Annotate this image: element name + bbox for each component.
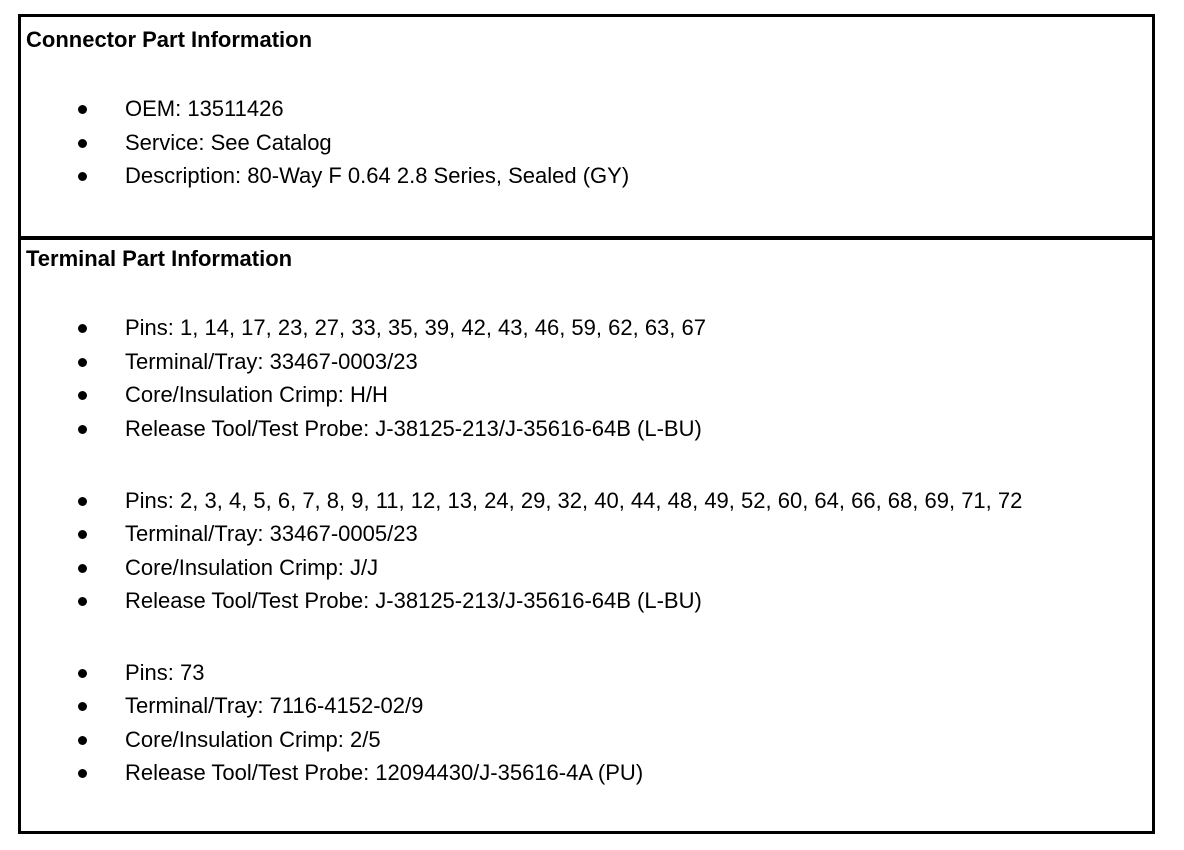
crimp-text: Core/Insulation Crimp: 2/5: [125, 727, 381, 752]
pins-text: Pins: 1, 14, 17, 23, 27, 33, 35, 39, 42, 43, 46, 59, 62, 63, 67: [125, 315, 706, 340]
description-text: Description: 80-Way F 0.64 2.8 Series, Sealed (GY): [125, 163, 630, 188]
release-tool-text: Release Tool/Test Probe: J-38125-213/J-35616-64B (L-BU): [125, 588, 702, 613]
bullet-icon: [78, 324, 87, 333]
bullet-icon: [78, 597, 87, 606]
pins-text: Pins: 2, 3, 4, 5, 6, 7, 8, 9, 11, 12, 13, 24, 29, 32, 40, 44, 48, 49, 52, 60, 64, 66, 68, 69, 71, 72: [125, 488, 1023, 513]
bullet-icon: [78, 139, 87, 148]
bullet-icon: [78, 564, 87, 573]
connector-section: [21, 17, 1152, 236]
bullet-icon: [78, 425, 87, 434]
crimp-text: Core/Insulation Crimp: J/J: [125, 555, 379, 580]
service-text: Service: See Catalog: [125, 130, 332, 155]
release-tool-text: Release Tool/Test Probe: 12094430/J-35616-4A (PU): [125, 760, 644, 785]
crimp-text: Core/Insulation Crimp: H/H: [125, 382, 388, 407]
bullet-icon: [78, 497, 87, 506]
bullet-icon: [78, 736, 87, 745]
terminal-tray-text: Terminal/Tray: 33467-0003/23: [125, 349, 418, 374]
terminal-tray-text: Terminal/Tray: 7116-4152-02/9: [125, 693, 424, 718]
bullet-icon: [78, 172, 87, 181]
terminal-tray-text: Terminal/Tray: 33467-0005/23: [125, 521, 418, 546]
bullet-icon: [78, 669, 87, 678]
connector-heading: Connector Part Information: [26, 27, 313, 52]
bullet-icon: [78, 391, 87, 400]
bullet-icon: [78, 105, 87, 114]
terminal-section: [21, 240, 1152, 831]
part-info-table: [18, 14, 1155, 834]
bullet-icon: [78, 769, 87, 778]
terminal-heading: Terminal Part Information: [26, 246, 293, 271]
oem-text: OEM: 13511426: [125, 96, 284, 121]
bullet-icon: [78, 702, 87, 711]
bullet-icon: [78, 358, 87, 367]
bullet-icon: [78, 530, 87, 539]
pins-text: Pins: 73: [125, 660, 205, 685]
release-tool-text: Release Tool/Test Probe: J-38125-213/J-35616-64B (L-BU): [125, 416, 702, 441]
